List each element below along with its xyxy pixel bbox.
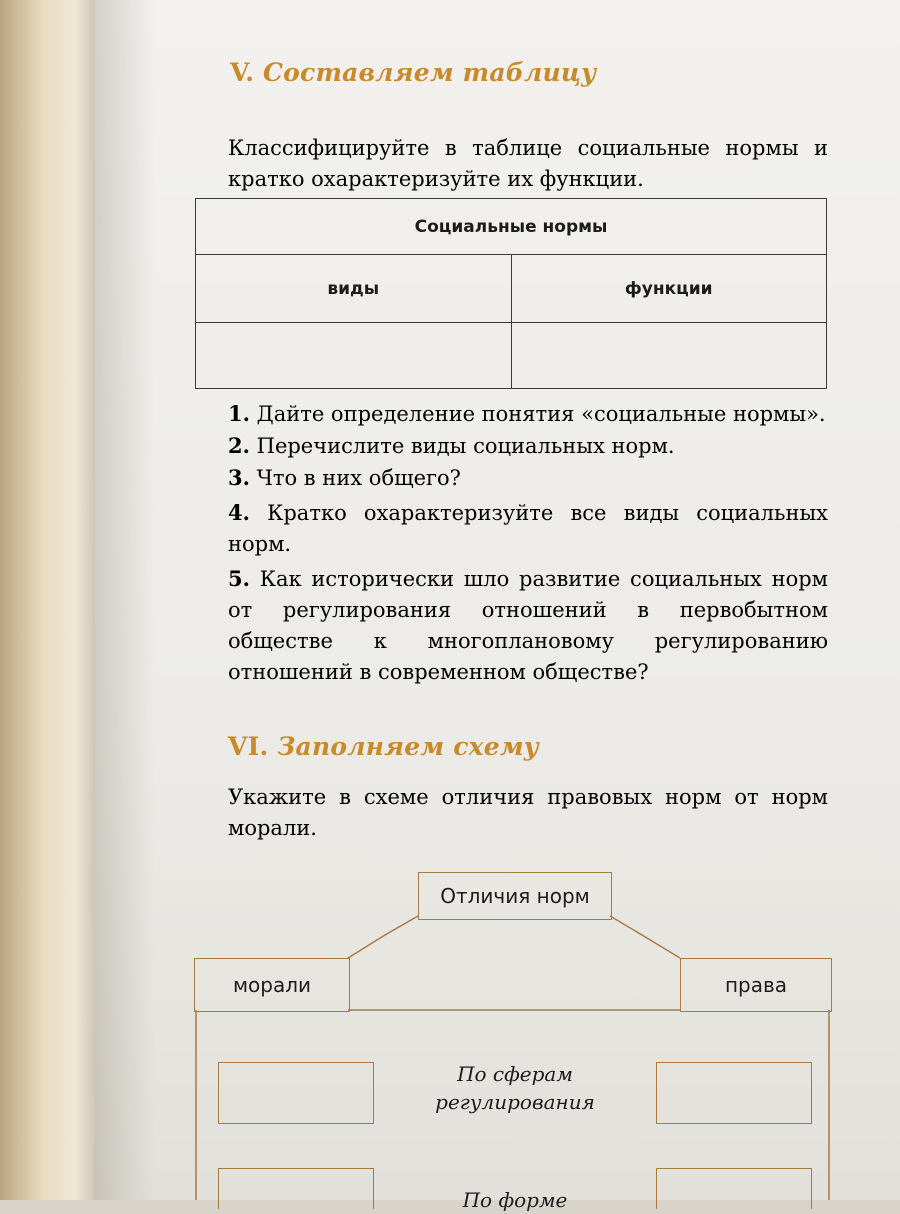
question-4-number: 4. (228, 500, 250, 525)
scheme-row-spheres: По сферам регулирования (435, 1062, 595, 1114)
scheme-morals-box: морали (194, 958, 350, 1012)
question-5-number: 5. (228, 566, 250, 591)
question-3-text: Что в них общего? (256, 466, 461, 490)
question-5-text: Как исторически шло развитие социальных норм от регулирования отношений в первобытном обществе к многоплановому регулированию отношений в современном обществе? (228, 567, 828, 684)
section-6-number: VI. (228, 732, 269, 761)
question-2-text: Перечислите виды социальных норм. (256, 434, 675, 458)
question-1-number: 1. (228, 401, 250, 426)
scheme-law-form-box (656, 1168, 812, 1209)
scheme-law-sphere-box (656, 1062, 812, 1124)
scheme-root-box: Отличия норм (418, 872, 612, 920)
section-5-title: Составляем таблицу (263, 58, 597, 87)
table-header: Социальные нормы (196, 199, 827, 255)
section-5-number: V. (230, 58, 255, 87)
scheme-morals-form-box (218, 1168, 374, 1209)
section-5-instruction: Классифицируйте в таблице социальные нормы и кратко охарактеризуйте их функции. (228, 136, 828, 191)
scheme-law-box: права (680, 958, 832, 1012)
table-col-kinds: виды (196, 255, 512, 323)
question-2-number: 2. (228, 433, 250, 458)
question-3-number: 3. (228, 465, 250, 490)
scheme-row-form: По форме (462, 1188, 568, 1212)
section-6-title: Заполняем схему (277, 732, 539, 761)
section-6-instruction: Укажите в схеме отличия правовых норм от норм морали. (228, 785, 828, 840)
scheme-morals-sphere-box (218, 1062, 374, 1124)
question-1-text: Дайте определение понятия «социальные нормы». (256, 402, 826, 426)
table-col-functions: функции (511, 255, 827, 323)
question-4-text: Кратко охарактеризуйте все виды социальных норм. (228, 501, 828, 556)
